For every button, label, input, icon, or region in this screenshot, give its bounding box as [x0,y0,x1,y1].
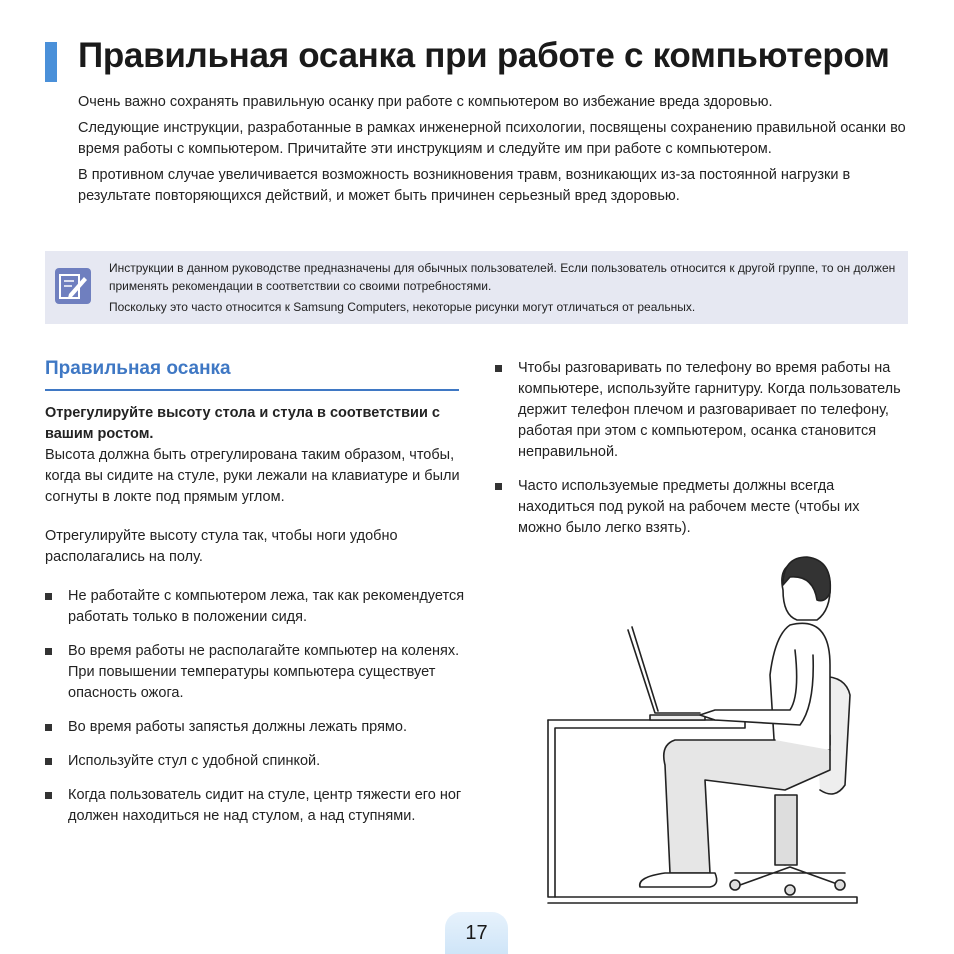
section-title: Правильная осанка [45,358,231,379]
left-column [45,403,465,840]
intro-text [78,92,918,212]
title-accent-bar [45,42,57,82]
intro-paragraph-1: Очень важно сохранять правильную осанку при работе с компьютером во избежание вреда здоровью. [78,94,773,110]
list-item: Когда пользователь сидит на стуле, центр тяжести его ног должен находиться не над стулом, а над ступнями. [45,785,465,827]
left-bullet-list [45,586,465,827]
note-paragraph-1: Инструкции в данном руководстве предназначены для обычных пользователей. Если пользователь относится к другой группе, то он должен применять рекомендации в соответствии со своими потребностями. [109,261,896,293]
note-text [109,259,899,319]
lead-instruction: Отрегулируйте высоту стола и стула в соответствии с вашим ростом. [45,405,440,442]
list-item: Чтобы разговаривать по телефону во время работы на компьютере, используйте гарнитуру. Когда пользователь держит телефон плечом и разговаривает по телефону, работая при этом с компьютером, осанка становится неправильной. [495,358,905,463]
right-bullet-list [495,358,905,539]
list-item: Не работайте с компьютером лежа, так как рекомендуется работать только в положении сидя. [45,586,465,628]
posture-illustration [545,555,860,905]
note-paragraph-2: Поскольку это часто относится к Samsung Computers, некоторые рисунки могут отличаться от реальных. [109,300,696,314]
list-item: Часто используемые предметы должны всегда находиться под рукой на рабочем месте (чтобы их можно было легко взять). [495,476,905,539]
right-column [495,358,905,552]
list-item: Используйте стул с удобной спинкой. [45,751,465,772]
note-box [45,251,908,324]
page-number: 17 [445,912,508,954]
list-item: Во время работы запястья должны лежать прямо. [45,717,465,738]
page-title: Правильная осанка при работе с компьютером [78,36,890,75]
intro-paragraph-3: В противном случае увеличивается возможность возникновения травм, возникающих из-за постоянной нагрузки в результате повторяющихся действий, и может быть причинен серьезный вред здоровью. [78,167,851,204]
height-paragraph: Высота должна быть отрегулирована таким образом, чтобы, когда вы сидите на стуле, руки лежали на клавиатуре и были согнуты в локте под прямым углом. [45,447,460,505]
intro-paragraph-2: Следующие инструкции, разработанные в рамках инженерной психологии, посвящены сохранению правильной осанки во время работы с компьютером. Причитайте эти инструкциям и следуйте им при работе с компьютером. [78,120,906,157]
chair-paragraph: Отрегулируйте высоту стула так, чтобы ноги удобно располагались на полу. [45,528,398,565]
section-divider [45,389,459,391]
pencil-note-icon [55,268,91,304]
list-item: Во время работы не располагайте компьютер на коленях. При повышении температуры компьютера существует опасность ожога. [45,641,465,704]
